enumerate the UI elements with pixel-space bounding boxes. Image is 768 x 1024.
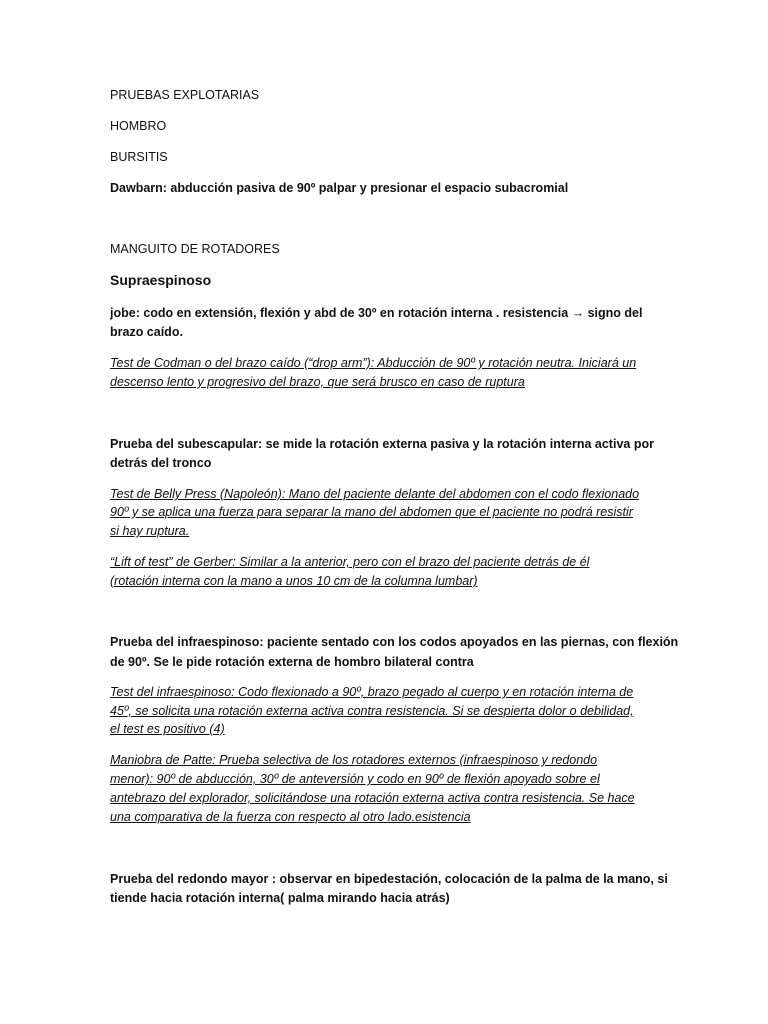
test-infraespinoso-line-2: 45º, se solicita una rotación externa activa contra resistencia. Si se despierta dolor o debilidad,	[110, 704, 634, 718]
redondo-mayor-line-1: Prueba del redondo mayor : observar en bipedestación, colocación de la palma de la mano, si	[110, 872, 668, 886]
lift-off-line-2: (rotación interna con la mano a unos 10 cm de la columna lumbar)	[110, 574, 478, 588]
infraespinoso-line-1: Prueba del infraespinoso: paciente sentado con los codos apoyados en las piernas, con flexión	[110, 635, 679, 649]
belly-press-line-2: 90º y se aplica una fuerza para separar la mano del abdomen que el paciente no podrá resistir	[110, 505, 633, 519]
patte-line-4: una comparativa de la fuerza con respecto al otro lado.esistencia	[110, 810, 471, 824]
subheading-supraespinoso: Supraespinoso	[110, 272, 212, 288]
test-infraespinoso-line-1: Test del infraespinoso: Codo flexionado a 90º, brazo pegado al cuerpo y en rotación interna de	[110, 685, 634, 699]
jobe-line-2: brazo caído.	[110, 325, 183, 339]
redondo-mayor-line-2: tiende hacia rotación interna( palma mirando hacia atrás)	[110, 891, 450, 905]
jobe-line-1: jobe: codo en extensión, flexión y abd de 30º en rotación interna . resistencia → signo del	[110, 306, 643, 320]
dawbarn-text: Dawbarn: abducción pasiva de 90º palpar y presionar el espacio subacromial	[110, 181, 569, 195]
section-heading-hombro: HOMBRO	[110, 119, 167, 133]
lift-off-line-1: “Lift of test” de Gerber: Similar a la anterior, pero con el brazo del paciente detrás de él	[110, 555, 590, 569]
codman-line-2: descenso lento y progresivo del brazo, que será brusco en caso de ruptura	[110, 375, 525, 389]
document-title: PRUEBAS EXPLOTARIAS	[110, 88, 260, 102]
infraespinoso-line-2: de 90º. Se le pide rotación externa de hombro bilateral contra	[110, 655, 474, 669]
subescapular-line-1: Prueba del subescapular: se mide la rotación externa pasiva y la rotación interna activa por	[110, 437, 654, 451]
patte-line-3: antebrazo del explorador, solicitándose una rotación externa activa contra resistencia. Se hace	[110, 791, 635, 805]
section-heading-bursitis: BURSITIS	[110, 150, 168, 164]
section-heading-manguito: MANGUITO DE ROTADORES	[110, 242, 280, 256]
belly-press-line-3: si hay ruptura.	[110, 524, 190, 538]
test-infraespinoso-line-3: el test es positivo (4)	[110, 722, 225, 736]
subescapular-line-2: detrás del tronco	[110, 456, 212, 470]
patte-line-2: menor): 90º de abducción, 30º de anteversión y codo en 90º de flexión apoyado sobre el	[110, 772, 600, 786]
belly-press-line-1: Test de Belly Press (Napoleón): Mano del paciente delante del abdomen con el codo flexionado	[110, 487, 640, 501]
codman-line-1: Test de Codman o del brazo caído (“drop arm”): Abducción de 90º y rotación neutra. Iniciará un	[110, 356, 637, 370]
patte-line-1: Maniobra de Patte: Prueba selectiva de los rotadores externos (infraespinoso y redondo	[110, 753, 598, 767]
